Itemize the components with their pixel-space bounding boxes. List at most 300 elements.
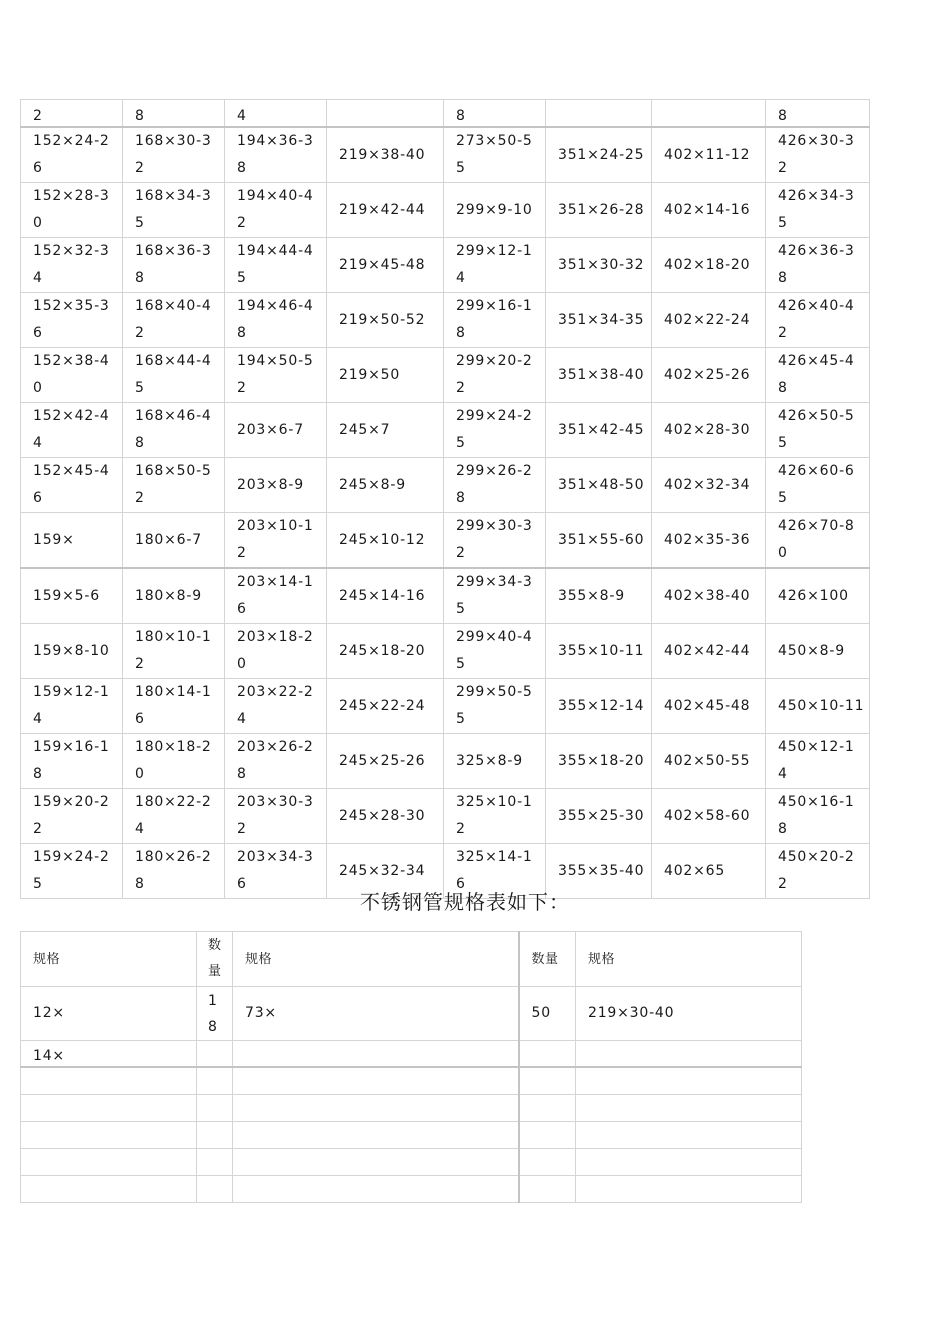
spec-cell — [123, 403, 225, 458]
spec-cell-text: 203×6-7 — [237, 421, 304, 438]
spec-table-body — [21, 100, 870, 899]
stainless-cell — [576, 1041, 802, 1068]
spec-cell — [766, 293, 870, 348]
spec-cell-text: 203×30-3 2 — [237, 794, 314, 837]
spec-cell — [652, 624, 766, 679]
spec-cell — [652, 127, 766, 183]
stainless-cell — [576, 1149, 802, 1176]
spec-cell — [327, 127, 444, 183]
stainless-cell — [519, 1095, 576, 1122]
spec-cell — [327, 513, 444, 569]
spec-cell — [327, 293, 444, 348]
spec-cell-text: 450×8-9 — [778, 642, 845, 659]
spec-cell-text: 355×25-30 — [558, 807, 645, 824]
spec-cell-text: 180×10-1 2 — [135, 629, 212, 672]
spec-cell — [225, 734, 327, 789]
spec-cell-text: 180×22-2 4 — [135, 794, 212, 837]
spec-cell — [21, 789, 123, 844]
stainless-cell — [21, 1041, 197, 1068]
spec-row — [21, 348, 870, 403]
spec-cell — [123, 734, 225, 789]
spec-cell-text: 152×24-2 6 — [33, 133, 110, 176]
spec-cell — [327, 100, 444, 128]
stainless-cell — [21, 1067, 197, 1095]
stainless-cell — [21, 1095, 197, 1122]
spec-cell — [766, 679, 870, 734]
spec-cell — [766, 789, 870, 844]
spec-cell-text: 194×50-5 2 — [237, 353, 314, 396]
spec-cell-text: 8 — [135, 108, 145, 124]
spec-cell — [225, 348, 327, 403]
spec-cell — [652, 293, 766, 348]
spec-row — [21, 293, 870, 348]
spec-cell-text: 194×46-4 8 — [237, 298, 314, 341]
stainless-header-cell — [197, 932, 233, 987]
spec-cell-text: 299×16-1 8 — [456, 298, 533, 341]
spec-cell-text: 426×45-4 8 — [778, 353, 855, 396]
spec-cell-text: 203×10-1 2 — [237, 518, 314, 561]
spec-cell-text: 426×100 — [778, 587, 849, 604]
spec-cell-text: 402×65 — [664, 862, 726, 879]
spec-cell-text: 219×50 — [339, 366, 401, 383]
spec-cell — [652, 513, 766, 569]
spec-cell — [444, 293, 546, 348]
stainless-row — [21, 1149, 802, 1176]
spec-cell-text: 402×11-12 — [664, 146, 751, 163]
spec-cell-text: 450×20-2 2 — [778, 849, 855, 892]
spec-cell-text: 168×36-3 8 — [135, 243, 212, 286]
spec-cell-text: 245×32-34 — [339, 862, 426, 879]
stainless-cell — [233, 1122, 519, 1149]
spec-cell — [766, 403, 870, 458]
spec-cell-text: 168×34-3 5 — [135, 188, 212, 231]
spec-cell-text: 245×14-16 — [339, 587, 426, 604]
spec-cell — [652, 458, 766, 513]
steel-pipe-spec-table — [20, 99, 870, 899]
stainless-header-cell — [233, 932, 519, 987]
stainless-cell — [233, 1149, 519, 1176]
spec-cell — [766, 100, 870, 128]
spec-cell — [546, 568, 652, 624]
spec-cell-text: 159×20-2 2 — [33, 794, 110, 837]
spec-cell — [546, 348, 652, 403]
spec-cell — [327, 789, 444, 844]
spec-cell — [444, 789, 546, 844]
stainless-cell — [576, 987, 802, 1041]
spec-cell-text: 180×14-1 6 — [135, 684, 212, 727]
spec-cell — [225, 789, 327, 844]
spec-row — [21, 458, 870, 513]
spec-cell-text: 273×50-5 5 — [456, 133, 533, 176]
stainless-row — [21, 1095, 802, 1122]
spec-row — [21, 183, 870, 238]
spec-cell — [766, 458, 870, 513]
spec-cell — [123, 183, 225, 238]
spec-cell-text: 402×32-34 — [664, 476, 751, 493]
stainless-cell — [576, 1095, 802, 1122]
spec-cell — [123, 624, 225, 679]
stainless-cell — [519, 1041, 576, 1068]
stainless-cell — [233, 1041, 519, 1068]
spec-cell-text: 152×42-4 4 — [33, 408, 110, 451]
spec-cell — [21, 127, 123, 183]
spec-cell — [652, 348, 766, 403]
spec-cell-text: 325×8-9 — [456, 752, 523, 769]
spec-cell — [444, 100, 546, 128]
spec-cell-text: 203×8-9 — [237, 476, 304, 493]
spec-cell — [652, 734, 766, 789]
spec-cell-text: 402×18-20 — [664, 256, 751, 273]
spec-cell-text: 355×18-20 — [558, 752, 645, 769]
spec-cell-text: 402×42-44 — [664, 642, 751, 659]
spec-cell-text: 219×50-52 — [339, 311, 426, 328]
spec-cell — [766, 624, 870, 679]
spec-cell-text: 355×12-14 — [558, 697, 645, 714]
stainless-cell — [197, 987, 233, 1041]
stainless-cell — [519, 1176, 576, 1203]
spec-cell-text: 402×58-60 — [664, 807, 751, 824]
spec-cell — [327, 183, 444, 238]
spec-cell — [327, 734, 444, 789]
spec-cell-text: 351×48-50 — [558, 476, 645, 493]
spec-cell — [766, 513, 870, 569]
stainless-cell-text: 50 — [531, 1005, 551, 1021]
spec-cell — [225, 100, 327, 128]
spec-cell — [444, 183, 546, 238]
spec-cell — [123, 293, 225, 348]
spec-cell-text: 426×50-5 5 — [778, 408, 855, 451]
spec-cell-text: 245×7 — [339, 421, 391, 438]
spec-row — [21, 679, 870, 734]
spec-row — [21, 403, 870, 458]
spec-cell — [21, 348, 123, 403]
stainless-cell — [519, 1149, 576, 1176]
spec-cell-text: 180×26-2 8 — [135, 849, 212, 892]
spec-cell — [225, 513, 327, 569]
stainless-row — [21, 1122, 802, 1149]
spec-cell-text: 426×40-4 2 — [778, 298, 855, 341]
spec-cell — [225, 624, 327, 679]
spec-cell-text: 245×22-24 — [339, 697, 426, 714]
stainless-cell-text: 14× — [33, 1048, 65, 1064]
spec-cell-text: 219×38-40 — [339, 146, 426, 163]
spec-cell — [123, 568, 225, 624]
spec-cell-text: 426×30-3 2 — [778, 133, 855, 176]
stainless-cell — [197, 1176, 233, 1203]
spec-cell-text: 450×16-1 8 — [778, 794, 855, 837]
stainless-header-cell — [576, 932, 802, 987]
spec-cell-text: 180×18-2 0 — [135, 739, 212, 782]
stainless-table-body — [21, 932, 802, 1203]
spec-cell — [652, 568, 766, 624]
spec-cell — [21, 624, 123, 679]
spec-cell-text: 168×30-3 2 — [135, 133, 212, 176]
spec-cell — [123, 348, 225, 403]
stainless-header-cell — [519, 932, 576, 987]
stainless-header-cell-text: 数量 — [531, 951, 559, 967]
spec-cell — [123, 100, 225, 128]
stainless-row — [21, 1041, 802, 1068]
spec-cell-text: 245×18-20 — [339, 642, 426, 659]
spec-cell-text: 245×28-30 — [339, 807, 426, 824]
stainless-cell — [519, 1067, 576, 1095]
spec-cell-text: 325×10-1 2 — [456, 794, 533, 837]
spec-cell — [327, 238, 444, 293]
spec-cell — [766, 183, 870, 238]
spec-cell-text: 299×26-2 8 — [456, 463, 533, 506]
spec-cell-text: 351×26-28 — [558, 201, 645, 218]
spec-cell — [766, 348, 870, 403]
spec-cell-text: 355×10-11 — [558, 642, 645, 659]
spec-cell — [546, 734, 652, 789]
stainless-cell-text: 1 8 — [208, 992, 218, 1035]
spec-cell — [652, 100, 766, 128]
spec-cell — [546, 293, 652, 348]
spec-cell-text: 2 — [33, 108, 43, 124]
spec-cell — [444, 568, 546, 624]
spec-cell — [123, 679, 225, 734]
spec-row — [21, 100, 870, 128]
spec-cell — [225, 403, 327, 458]
spec-cell-text: 8 — [778, 108, 788, 124]
stainless-cell — [197, 1122, 233, 1149]
spec-cell-text: 299×20-2 2 — [456, 353, 533, 396]
spec-cell-text: 245×25-26 — [339, 752, 426, 769]
spec-cell — [444, 238, 546, 293]
stainless-cell — [233, 1095, 519, 1122]
stainless-header-row — [21, 932, 802, 987]
spec-cell-text: 402×28-30 — [664, 421, 751, 438]
spec-cell — [225, 293, 327, 348]
spec-cell — [444, 348, 546, 403]
spec-cell — [546, 624, 652, 679]
spec-cell-text: 203×22-2 4 — [237, 684, 314, 727]
spec-cell — [546, 513, 652, 569]
spec-cell — [21, 293, 123, 348]
spec-cell-text: 299×12-1 4 — [456, 243, 533, 286]
spec-cell-text: 402×14-16 — [664, 201, 751, 218]
spec-cell — [444, 513, 546, 569]
spec-cell-text: 402×35-36 — [664, 531, 751, 548]
section-title: 不锈钢管规格表如下： — [360, 890, 570, 914]
stainless-pipe-spec-table — [20, 931, 802, 1203]
spec-row — [21, 789, 870, 844]
spec-cell — [21, 679, 123, 734]
spec-cell — [546, 100, 652, 128]
spec-cell — [444, 624, 546, 679]
spec-row — [21, 568, 870, 624]
spec-cell-text: 152×28-3 0 — [33, 188, 110, 231]
spec-cell-text: 426×70-8 0 — [778, 518, 855, 561]
stainless-cell-text: 219×30-40 — [588, 1005, 675, 1021]
stainless-header-cell-text: 规格 — [588, 951, 616, 967]
spec-cell-text: 168×40-4 2 — [135, 298, 212, 341]
spec-cell — [225, 183, 327, 238]
spec-cell — [546, 127, 652, 183]
spec-cell-text: 159×24-2 5 — [33, 849, 110, 892]
spec-cell-text: 299×30-3 2 — [456, 518, 533, 561]
spec-cell-text: 203×14-1 6 — [237, 574, 314, 617]
stainless-cell — [21, 1122, 197, 1149]
spec-cell — [327, 403, 444, 458]
stainless-cell — [21, 1149, 197, 1176]
spec-cell — [21, 238, 123, 293]
spec-cell-text: 8 — [456, 108, 466, 124]
spec-cell-text: 168×44-4 5 — [135, 353, 212, 396]
spec-cell — [327, 679, 444, 734]
spec-cell-text: 299×40-4 5 — [456, 629, 533, 672]
spec-cell-text: 203×34-3 6 — [237, 849, 314, 892]
spec-cell-text: 351×42-45 — [558, 421, 645, 438]
spec-cell-text: 351×24-25 — [558, 146, 645, 163]
spec-cell-text: 426×60-6 5 — [778, 463, 855, 506]
spec-cell-text: 194×44-4 5 — [237, 243, 314, 286]
spec-cell — [546, 183, 652, 238]
spec-cell-text: 159× — [33, 531, 75, 548]
spec-cell-text: 219×45-48 — [339, 256, 426, 273]
spec-cell — [546, 238, 652, 293]
stainless-header-cell-text: 规格 — [33, 951, 61, 967]
spec-row — [21, 734, 870, 789]
stainless-cell — [233, 1176, 519, 1203]
spec-cell-text: 159×16-1 8 — [33, 739, 110, 782]
spec-cell — [444, 679, 546, 734]
spec-cell — [766, 127, 870, 183]
spec-cell — [444, 458, 546, 513]
spec-cell-text: 219×42-44 — [339, 201, 426, 218]
spec-cell-text: 159×5-6 — [33, 587, 100, 604]
spec-cell-text: 351×55-60 — [558, 531, 645, 548]
spec-row — [21, 513, 870, 569]
spec-cell — [225, 568, 327, 624]
spec-cell-text: 180×6-7 — [135, 531, 202, 548]
spec-cell-text: 203×26-2 8 — [237, 739, 314, 782]
spec-cell-text: 4 — [237, 108, 247, 124]
spec-cell-text: 299×50-5 5 — [456, 684, 533, 727]
stainless-row — [21, 987, 802, 1041]
spec-cell — [444, 734, 546, 789]
spec-cell — [327, 458, 444, 513]
spec-cell-text: 299×9-10 — [456, 201, 533, 218]
spec-cell — [21, 183, 123, 238]
stainless-header-cell-text: 规格 — [245, 951, 273, 967]
stainless-cell — [233, 1067, 519, 1095]
spec-cell-text: 152×35-3 6 — [33, 298, 110, 341]
spec-cell — [123, 789, 225, 844]
stainless-cell — [197, 1149, 233, 1176]
spec-cell — [327, 348, 444, 403]
spec-cell — [225, 127, 327, 183]
stainless-cell — [519, 1122, 576, 1149]
stainless-cell — [576, 1067, 802, 1095]
stainless-header-cell — [21, 932, 197, 987]
spec-cell — [225, 458, 327, 513]
spec-cell-text: 402×22-24 — [664, 311, 751, 328]
spec-cell — [327, 568, 444, 624]
spec-cell-text: 180×8-9 — [135, 587, 202, 604]
spec-cell — [21, 403, 123, 458]
spec-row — [21, 624, 870, 679]
stainless-cell — [21, 1176, 197, 1203]
spec-cell-text: 245×10-12 — [339, 531, 426, 548]
spec-cell-text: 245×8-9 — [339, 476, 406, 493]
spec-cell-text: 194×40-4 2 — [237, 188, 314, 231]
spec-cell — [21, 513, 123, 569]
spec-cell-text: 299×24-2 5 — [456, 408, 533, 451]
stainless-cell — [233, 987, 519, 1041]
spec-cell — [652, 789, 766, 844]
spec-cell-text: 299×34-3 5 — [456, 574, 533, 617]
stainless-header-cell-text: 数 量 — [208, 938, 222, 979]
stainless-cell — [576, 1176, 802, 1203]
spec-cell — [766, 734, 870, 789]
spec-cell — [652, 238, 766, 293]
spec-cell-text: 159×12-1 4 — [33, 684, 110, 727]
spec-cell-text: 402×25-26 — [664, 366, 751, 383]
spec-cell-text: 426×34-3 5 — [778, 188, 855, 231]
spec-cell — [766, 238, 870, 293]
spec-cell-text: 152×32-3 4 — [33, 243, 110, 286]
spec-cell — [766, 568, 870, 624]
spec-cell — [546, 403, 652, 458]
spec-cell-text: 203×18-2 0 — [237, 629, 314, 672]
spec-cell-text: 168×50-5 2 — [135, 463, 212, 506]
spec-cell-text: 325×14-1 6 — [456, 849, 533, 892]
spec-cell — [21, 100, 123, 128]
spec-cell — [652, 679, 766, 734]
spec-cell — [123, 513, 225, 569]
spec-cell — [546, 679, 652, 734]
spec-cell — [21, 734, 123, 789]
spec-row — [21, 238, 870, 293]
spec-cell — [546, 458, 652, 513]
spec-cell — [652, 183, 766, 238]
stainless-cell — [197, 1041, 233, 1068]
spec-cell — [123, 458, 225, 513]
stainless-row — [21, 1176, 802, 1203]
stainless-cell — [197, 1067, 233, 1095]
spec-cell-text: 426×36-3 8 — [778, 243, 855, 286]
spec-cell-text: 152×38-4 0 — [33, 353, 110, 396]
spec-cell — [225, 679, 327, 734]
stainless-row — [21, 1067, 802, 1095]
spec-row — [21, 127, 870, 183]
spec-cell-text: 159×8-10 — [33, 642, 110, 659]
stainless-cell — [197, 1095, 233, 1122]
spec-cell-text: 450×12-1 4 — [778, 739, 855, 782]
spec-cell-text: 351×34-35 — [558, 311, 645, 328]
stainless-cell-text: 73× — [245, 1005, 277, 1021]
spec-cell — [444, 403, 546, 458]
stainless-cell-text: 12× — [33, 1005, 65, 1021]
spec-cell-text: 351×30-32 — [558, 256, 645, 273]
spec-cell — [652, 403, 766, 458]
stainless-cell — [576, 1122, 802, 1149]
stainless-cell — [519, 987, 576, 1041]
spec-cell-text: 450×10-11 — [778, 697, 865, 714]
spec-cell-text: 351×38-40 — [558, 366, 645, 383]
stainless-cell — [21, 987, 197, 1041]
spec-cell-text: 402×50-55 — [664, 752, 751, 769]
spec-cell-text: 402×38-40 — [664, 587, 751, 604]
spec-cell-text: 355×8-9 — [558, 587, 625, 604]
spec-cell — [444, 127, 546, 183]
spec-cell — [21, 568, 123, 624]
spec-cell — [225, 238, 327, 293]
spec-cell-text: 152×45-4 6 — [33, 463, 110, 506]
spec-cell-text: 355×35-40 — [558, 862, 645, 879]
spec-cell — [123, 238, 225, 293]
